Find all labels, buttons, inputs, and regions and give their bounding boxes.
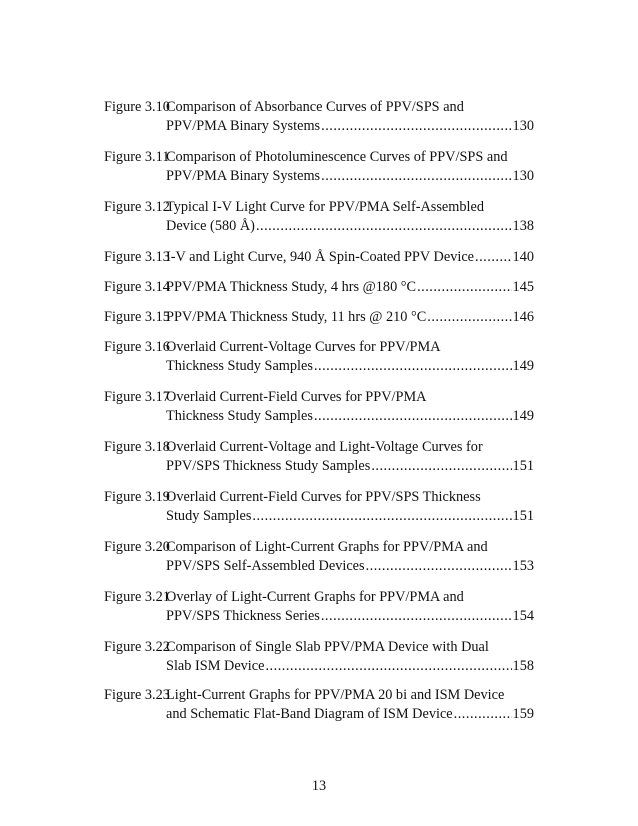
figure-caption-line2: and Schematic Flat-Band Diagram of ISM Device <box>166 706 453 722</box>
dot-leader <box>475 248 512 267</box>
figure-label: Figure 3.23 <box>104 687 170 703</box>
figure-caption-line1: Overlaid Current-Field Curves for PPV/PMA <box>166 389 427 405</box>
figure-caption-line1: Overlay of Light-Current Graphs for PPV/PMA and <box>166 589 464 605</box>
dot-leader <box>454 705 512 724</box>
figure-caption-line1: Typical I-V Light Curve for PPV/PMA Self-Assembled <box>166 199 485 215</box>
figure-label: Figure 3.19 <box>104 489 170 505</box>
figure-caption-line2: PPV/PMA Binary Systems <box>166 168 321 184</box>
dot-leader <box>371 457 511 476</box>
toc-entry <box>104 488 534 526</box>
figure-caption-line1: Overlaid Current-Field Curves for PPV/SPS Thickness <box>166 489 481 505</box>
dot-leader <box>314 407 512 426</box>
dot-leader <box>314 357 512 376</box>
page-number: 138 <box>512 218 534 234</box>
figure-caption-line2: PPV/SPS Self-Assembled Devices <box>166 558 365 574</box>
figure-caption-line1: Overlaid Current-Voltage and Light-Voltage Curves for <box>166 439 483 455</box>
figure-label: Figure 3.14 <box>104 279 170 295</box>
page-number: 149 <box>512 358 534 374</box>
figure-label: Figure 3.16 <box>104 339 170 355</box>
figure-label: Figure 3.17 <box>104 389 170 405</box>
dot-leader <box>321 607 512 626</box>
page-number: 130 <box>512 168 534 184</box>
figure-caption-line1: Light-Current Graphs for PPV/PMA 20 bi and ISM Device <box>166 687 505 703</box>
toc-entry <box>104 686 534 724</box>
dot-leader <box>321 117 511 136</box>
figure-label: Figure 3.10 <box>104 99 170 115</box>
page-number: 151 <box>512 508 534 524</box>
figure-label: Figure 3.22 <box>104 639 170 655</box>
toc-entry <box>104 588 534 626</box>
figure-caption-line1: PPV/PMA Thickness Study, 4 hrs @180 °C <box>166 279 417 295</box>
dot-leader <box>321 167 511 186</box>
dot-leader <box>252 507 511 526</box>
dot-leader <box>256 217 512 236</box>
figure-caption-line1: Comparison of Single Slab PPV/PMA Device with Dual <box>166 639 489 655</box>
figure-caption-line2: Thickness Study Samples <box>166 408 313 424</box>
dot-leader <box>366 557 512 576</box>
figure-label: Figure 3.18 <box>104 439 170 455</box>
toc-entry <box>104 438 534 476</box>
page-number: 130 <box>512 118 534 134</box>
page-number: 146 <box>512 309 534 325</box>
figure-caption-line1: I-V and Light Curve, 940 Å Spin-Coated PPV Device <box>166 249 475 265</box>
page-number: 149 <box>512 408 534 424</box>
toc-entry <box>104 638 534 676</box>
dot-leader <box>417 278 511 297</box>
figure-caption-line2: PPV/SPS Thickness Study Samples <box>166 458 371 474</box>
figure-caption-line1: Comparison of Light-Current Graphs for PPV/PMA and <box>166 539 488 555</box>
figure-caption-line1: Comparison of Photoluminescence Curves of PPV/SPS and <box>166 149 508 165</box>
figure-caption-line2: Study Samples <box>166 508 252 524</box>
page-number: 154 <box>512 608 534 624</box>
figure-label: Figure 3.15 <box>104 309 170 325</box>
figure-label: Figure 3.13 <box>104 249 170 265</box>
dot-leader <box>265 657 511 676</box>
toc-entry <box>104 538 534 576</box>
page-number: 153 <box>512 558 534 574</box>
toc-entry <box>104 248 534 267</box>
page-number: 140 <box>512 249 534 265</box>
toc-entry <box>104 388 534 426</box>
toc-entry <box>104 198 534 236</box>
figure-caption-line1: Comparison of Absorbance Curves of PPV/SPS and <box>166 99 464 115</box>
figure-caption-line2: Device (580 Å) <box>166 218 255 234</box>
toc-entry <box>104 148 534 186</box>
dot-leader <box>427 308 511 327</box>
figure-caption-line1: Overlaid Current-Voltage Curves for PPV/PMA <box>166 339 441 355</box>
figure-caption-line2: Slab ISM Device <box>166 658 265 674</box>
figure-caption-line2: Thickness Study Samples <box>166 358 313 374</box>
page-number: 158 <box>512 658 534 674</box>
page-number: 159 <box>512 706 534 722</box>
figure-caption-line1: PPV/PMA Thickness Study, 11 hrs @ 210 °C <box>166 309 427 325</box>
page-number: 151 <box>512 458 534 474</box>
figure-label: Figure 3.12 <box>104 199 170 215</box>
toc-entry <box>104 278 534 297</box>
page-footer-number: 13 <box>311 778 327 794</box>
figure-caption-line2: PPV/PMA Binary Systems <box>166 118 321 134</box>
figure-label: Figure 3.20 <box>104 539 170 555</box>
figure-caption-line2: PPV/SPS Thickness Series <box>166 608 320 624</box>
toc-entry <box>104 98 534 136</box>
toc-entry <box>104 338 534 376</box>
page-number: 145 <box>512 279 534 295</box>
figure-label: Figure 3.11 <box>104 149 170 165</box>
figure-label: Figure 3.21 <box>104 589 170 605</box>
toc-entry <box>104 308 534 327</box>
